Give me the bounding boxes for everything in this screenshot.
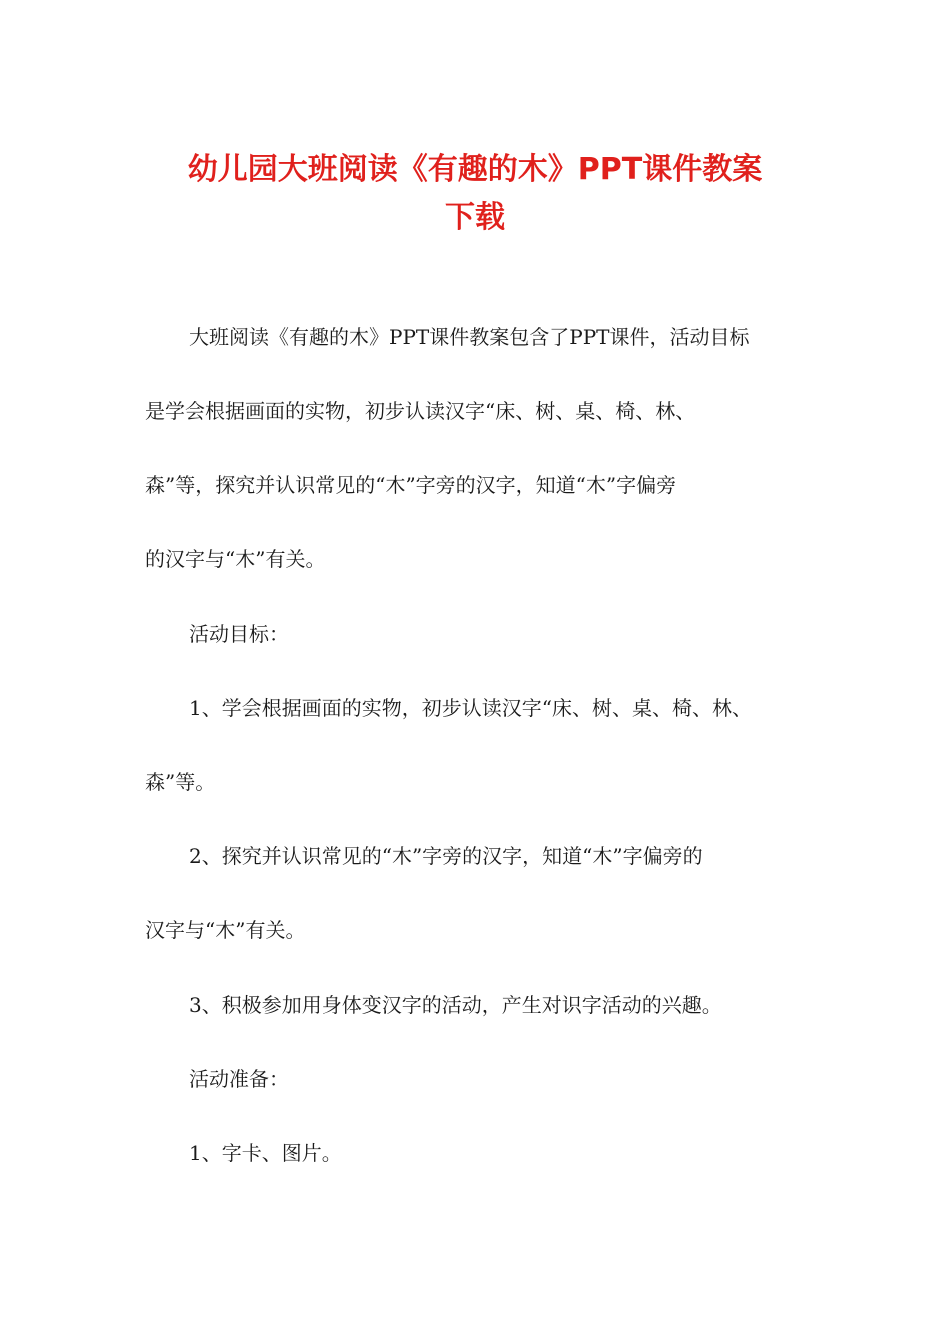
section-heading-preparation: 活动准备： [189,1067,289,1091]
paragraph-line: 的汉字与“木”有关。 [145,547,326,571]
list-item: 2、探究并认识常见的“木”字旁的汉字，知道“木”字偏旁的 [189,844,703,868]
section-heading-objectives: 活动目标： [189,622,289,646]
list-item-continuation: 汉字与“木”有关。 [145,918,306,942]
paragraph-line: 大班阅读《有趣的木》PPT课件教案包含了PPT课件，活动目标 [189,325,750,349]
list-item: 3、积极参加用身体变汉字的活动，产生对识字活动的兴趣。 [189,993,722,1017]
title-line-1: 幼儿园大班阅读《有趣的木》PPT课件教案 [187,152,763,187]
paragraph-line: 是学会根据画面的实物，初步认读汉字“床、树、桌、椅、林、 [145,399,696,423]
document-title [0,146,950,242]
title-line-2: 下载 [445,200,505,235]
list-item: 1、字卡、图片。 [189,1141,342,1165]
list-item-continuation: 森”等。 [145,770,216,794]
paragraph-line: 森”等，探究并认识常见的“木”字旁的汉字，知道“木”字偏旁 [145,473,677,497]
list-item: 1、学会根据画面的实物，初步认读汉字“床、树、桌、椅、林、 [189,696,752,720]
